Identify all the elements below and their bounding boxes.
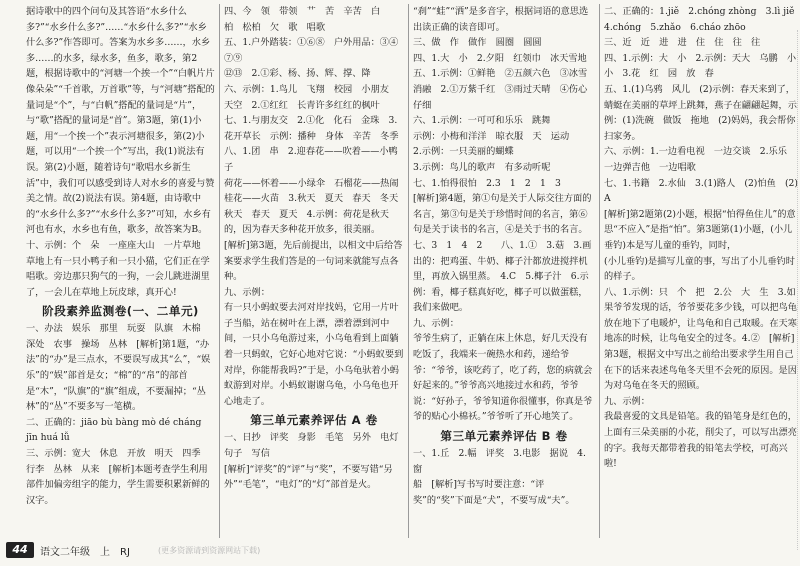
- page-number: 44: [6, 542, 34, 558]
- section-title: 阶段素养监测卷(一、二单元): [42, 304, 199, 319]
- answer-block: 四、今 领 带领 艹 苦 辛苦 白 柏 松柏 欠 歌 唱歌: [224, 6, 381, 33]
- column-3: [413, 4, 595, 538]
- answer-block: 九、示例： 爷爷生病了，正躺在床上休息，好几天没有吃饭了，我端来一碗热水和药，递给爷爷：“爷爷，该吃药了，吃了药，您的病就会好起来的。”爷爷高兴地接过水和药，爷爷说：“好孙子，爷爷知道你很懂事，你真是爷爷的贴心小棉袄。”爷爷听了开心地笑了。: [413, 317, 593, 423]
- column-divider: [599, 4, 600, 538]
- section-title: 第三单元素养评估 B 卷: [440, 429, 568, 444]
- answer-block: 六、1.示例：一可可和乐乐 跳舞 示例：小梅和洋洋 晾衣服 天 运动 2.示例：一只美丽的蝴蝶 3.示例：鸟儿的歌声 有多动听呢: [413, 115, 570, 173]
- section-title: 第三单元素养评估 A 卷: [250, 413, 378, 428]
- answer-block: 八、1.示例：只 个 把 2.公 大 生 3.如果爷爷发现的话，爷爷要花多少钱，可以把鸟龟放在地下了电暖炉，让鸟龟和自己取暖。在天寒地冻的时候，让鸟龟安全的过冬。4.② [解析]第3题，根据文中写出之前给出要求学生用自己在下的话来表述鸟龟冬天里不会死的原因。是因为对乌龟在冬天的照顾。: [604, 286, 797, 392]
- answer-block: 一、日抄 评奖 身影 毛笔 另外 电灯 句子 写信: [224, 432, 399, 460]
- answer-block: 二、正确的：1.jiě 2.chóng zhòng 3.lì jiě 4.chóng 5.zhǎo 6.cháo zhōo: [604, 6, 795, 33]
- answer-block: 据诗歌中的四个问句及其答语“水乡什么多?”“水乡什么多?”……“水乡什么多?”“水乡什么多?”作答即可。答案为水乡多……，水乡多……的水多，绿水多，鱼多，歌多，第2题，根据诗歌中的“河塘一个挨一个”“白帆片片像朵朵”“千首歌，万首歌”等，与“河塘”搭配的量词是“个”，与“白帆”搭配的量词是“片”，与“歌”搭配的量词是“首”。第3题，第(1)小题，用“一个挨一个”表示河塘很多，第(2)小题，可以用“一个挨一个”写出，我(1)说法有误。第(2)小题，随着诗句“歌唱水乡新生活”中，我们可以感受到诗人对水乡的喜爱与赞美之情。故(2)说法有误。第4题，由诗歌中的“水乡什么多?”“水乡什么多?”可知，水乡有河也有水，水乡也有鱼，歌多，故答案为B。: [26, 6, 215, 236]
- page-edge: [794, 30, 798, 550]
- column-divider: [408, 4, 409, 538]
- answer-block: 九、示例： 有一只小蚂蚁要去河对岸找妈，它用一片叶子当船，站在树叶在上漂，漂着漂到河中间，一只小乌龟游过来，小乌龟看到上面躺着一只蚂蚁，它好心地对它说：“小蚂蚁要到对岸，你能帮我吗?”于是，小乌龟驮着小蚂蚁游到对岸。小蚂蚁谢谢乌龟，小乌龟也开心地走了。: [224, 286, 404, 407]
- answer-block: “刹”“蛙”“洒”是多音字，根据词语的意思选出读正确的读音即可。: [413, 6, 589, 33]
- answer-block: [解析]第3题，先后前提出，以相文中后给答案要求学生我们答是的一句词来就能写点各种。: [224, 239, 403, 283]
- answer-block: 九、示例： 我最喜爱的文具是铅笔。我的铅笔身是红色的，上面有三朵美丽的小花，削尖了，可以写出漂亮的字。我每天都带着我的铅笔去学校，可高兴啦!: [604, 395, 797, 470]
- answer-block: 一、办法 娱乐 那里 玩耍 队旗 木棉 深处 农事 操场 丛林 [解析]第1题，“办法”的“办”是三点水，不要误写成其“么”，“娱乐”的“娱”部首是女；“棉”的“帛”的部首是“木”，“队旗”的“旗”组成，不要漏掉；“丛林”的“丛”不要多写一笔横。: [26, 323, 211, 413]
- book-label: 语文二年级 上 RJ: [40, 547, 130, 558]
- answer-block: 七、3 1 4 2 八、1.① 3.菇 3.画出的：把鸡蛋、牛奶、椰子汁都放进搅拌机里，再放入锅里蒸。 4.C 5.椰子汁 6.示例：看，椰子糕真好吃，椰子可以做蛋糕，我们来做吧。: [413, 239, 592, 314]
- column-4: [604, 4, 800, 538]
- answer-block: 四、1.示例：大 小 2.示例：天大 乌鹏 小小 3.花 红 园 放 春: [604, 52, 797, 80]
- answer-block: [解析]“评奖”的“评”与“奖”，不要写错“另外”“毛笔”，“电灯”的“灯”部首是火。: [224, 463, 393, 491]
- answer-block: 五、1.户外踏装：①⑥⑧ 户外用品：③④⑦⑨ ⑫⑬ 2.①彩、杨、扬、辉、撑、降 六、示例：1.鸟儿 飞翔 校园 小朋友 天空 2.①红红 长青许多红红的枫叶: [224, 37, 399, 111]
- answer-block: 六、示例：1.一边看电视 一边交谈 2.乐乐 一边弹吉他 一边唱歌: [604, 146, 787, 173]
- answer-block: 三、近 近 进 进 住 住 往 往: [604, 37, 761, 49]
- answer-columns: [26, 4, 798, 538]
- answer-block: 一、1.丘 2.幅 评奖 3.电影 据说 4.窗 船 [解析]写书写时要注意：“评奖”的“奖”下面是“犬”，不要写成“夫”。: [413, 448, 586, 506]
- answer-block: 三、做 作 做作 圆圈 圆圆: [413, 37, 542, 49]
- answer-block: 七、1.与朋友交 2.①化 化石 金珠 3.花开草长 示例：播种 身体 辛苦 冬季: [224, 115, 399, 142]
- answer-block: 四、1.大 小 2.夕阳 红领巾 冰天雪地 五、1.示例：①鲜艳 ②五颜六色 ③冰雪消融 2.①万紫千红 ③雨过天晴 ④伤心 仔细: [413, 52, 588, 111]
- answer-block: 七、1.怕得很怕 2.3 1 2 1 3 [解析]第4题，第①句是关于人际交往方面的名言，第③句是关于珍惜时间的名言，第⑥句是关于读书的名言，④是关于书的名言。: [413, 177, 592, 236]
- column-1: [26, 4, 215, 538]
- answer-block: 十、示例：个 朵 一座座大山 一片草地 草地上有一只小鸭子和一只小猫，它们正在学唱歌。旁边那只狗气的一狗，一会儿跳进湖里了，一会儿在草地上玩皮球，真开心!: [26, 239, 210, 298]
- watermark-text: (更多资源请到资源网站下载): [158, 546, 261, 555]
- answer-block: 五、1.(1)乌鸦 风儿 (2)示例：春天来到了，蜻蜓在美丽的草坪上跳舞，燕子在翩翩起舞，示例：(1)洗碗 做饭 拖地 (2)妈妈，我会帮你扫家务。: [604, 83, 797, 142]
- answer-block: 二、正确的：jiāo bù bàng mò dé cháng jīn huá lǚ: [26, 416, 202, 444]
- answer-block: 七、1.书籍 2.水仙 3.(1)路人 (2)怕鱼 (2)A [解析]第2题第(2)小题，根据“怕得鱼住儿”的意思“不应入”是指“怕”。第3题第(1)小题，(小儿垂钓)本是写儿童的垂钓，同时， (小儿垂钓)是描写儿童的事，写出了小儿垂钓时的样子。: [604, 177, 798, 283]
- column-divider: [219, 4, 220, 538]
- answer-block: 八、1.团 串 2.迎春花——吹着——小鸭子 荷花——怀着——小绿伞 石榴花——热闹 桂花——火苗 3.秋天 夏天 春天 冬天 秋天 春天 夏天 4.示例：荷花是秋天的，因为春天多种花开放多，很美丽。: [224, 146, 399, 236]
- column-2: [224, 4, 404, 538]
- answer-block: 三、示例：宽大 休息 开放 明天 四季 行李 丛林 从来 [解析]本题考查学生利用部件加偏旁组字的能力，学生需要积累新鲜的汉字。: [26, 448, 210, 506]
- page-footer: [6, 542, 796, 560]
